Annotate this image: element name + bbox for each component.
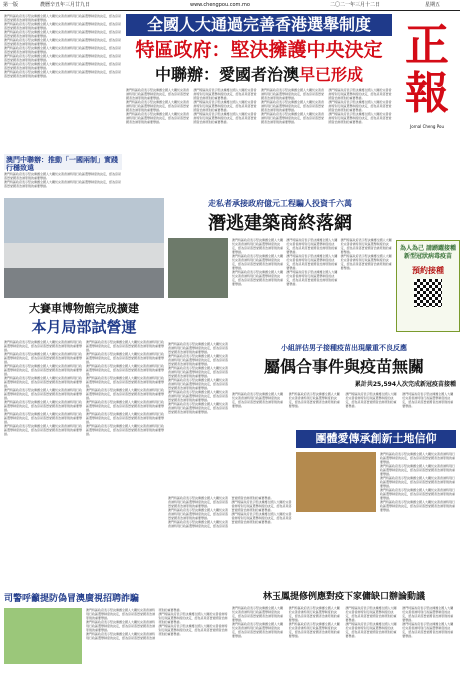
date: 二〇二一年三月十二日 [330,2,381,8]
fraud-graphic [4,608,82,664]
site-url[interactable]: www.chengpou.com.mo [190,2,250,8]
vaccine-ad[interactable] [396,240,460,332]
cheng-box-title: 澳門中聯辦：推動「一國兩制」實踐行穩致遠 [6,156,118,172]
masthead-title-1: 正 [405,20,449,71]
lead-article: 澳門特區政府表示堅決擁護全國人大關於完善香港特別行政區選舉制度的決定，認為這是落實愛國者治港原則的重要舉措。 澳門特區政府表示堅決擁護全國人大關於完善香港特別行政區選舉制度的決定，認為這是落實愛國者治港原則的重要舉措。 澳門特區政府表示堅決擁護全國人大關於完善香港特別行政區選舉制度的決定，認為這是落實愛國者治港原則的重要舉措。 澳門特區政府表示堅決擁護全國人大關於完善香港特別行政區選舉制度的決定，認為這是落實愛國者治港原則的重要舉措。 澳門特區政府表示堅決擁護全國人大關於完善香港特別行政區選舉制度的決定，認為這是落實愛國者治港原則的重要舉措。 澳門特區政府表示堅決擁護全國人大關於完善香港特別行政區選舉制度的決定，認為這是落實愛國者治港原則的重要舉措。 澳門特區政府表示堅決擁護全國人大關於完善香港特別行政區選舉制度的決定，認為這是落實愛國者治港原則的重要舉措。 澳門特區政府表示堅決擁護全國人大關於完善香港特別行政區選舉制度的決定，認為這是落實愛國者治港原則的重要舉措。 [4,14,122,78]
lin-yuk-article: 澳門特區政府表示堅決擁護全國人大關於完善香港特別行政區選舉制度的決定，認為這是落實愛國者治港原則的重要舉措。 澳門特區政府表示堅決擁護全國人大關於完善香港特別行政區選舉制度的決定，認為這是落實愛國者治港原則的重要舉措。 澳門特區政府表示堅決擁護全國人大關於完善香港特別行政區選舉制度的決定，認為這是落實愛國者治港原則的重要舉措。 澳門特區政府表示堅決擁護全國人大關於完善香港特別行政區選舉制度的決定，認為這是落實愛國者治港原則的重要舉措。 澳門特區政府表示堅決擁護全國人大關於完善香港特別行政區選舉制度的決定，認為這是落實愛國者治港原則的重要舉措。 澳門特區政府表示堅決擁護全國人大關於完善香港特別行政區選舉制度的決定，認為這是落實愛國者治港原則的重要舉措。 澳門特區政府表示堅決擁護全國人大關於完善香港特別行政區選舉制度的決定，認為這是落實愛國者治港原則的重要舉措。 澳門特區政府表示堅決擁護全國人大關於完善香港特別行政區選舉制度的決定，認為這是落實愛國者治港原則的重要舉措。 [232,606,454,638]
museum-photo [4,198,164,298]
vaccine-article-2: 澳門特區政府表示堅決擁護全國人大關於完善香港特別行政區選舉制度的決定，認為這是落實愛國者治港原則的重要舉措。 澳門特區政府表示堅決擁護全國人大關於完善香港特別行政區選舉制度的決定，認為這是落實愛國者治港原則的重要舉措。 澳門特區政府表示堅決擁護全國人大關於完善香港特別行政區選舉制度的決定，認為這是落實愛國者治港原則的重要舉措。 澳門特區政府表示堅決擁護全國人大關於完善香港特別行政區選舉制度的決定，認為這是落實愛國者治港原則的重要舉措。 [232,392,454,408]
museum-subheadline: 本月局部試營運 [31,318,137,336]
fraud-article: 澳門特區政府表示堅決擁護全國人大關於完善香港特別行政區選舉制度的決定，認為這是落實愛國者治港原則的重要舉措。 澳門特區政府表示堅決擁護全國人大關於完善香港特別行政區選舉制度的決定，認為這是落實愛國者治港原則的重要舉措。 澳門特區政府表示堅決擁護全國人大關於完善香港特別行政區選舉制度的決定，認為這是落實愛國者治港原則的重要舉措。 澳門特區政府表示堅決擁護全國人大關於完善香港特別行政區選舉制度的決定，認為這是落實愛國者治港原則的重要舉措。 澳門特區政府表示堅決擁護全國人大關於完善香港特別行政區選舉制度的決定，認為這是落實愛國者治港原則的重要舉措。 [86,608,228,640]
header-rule [0,10,460,11]
smuggling-kicker: 走私者承接政府億元工程騙人投資千六萬 [208,199,352,208]
page-header [0,0,460,10]
lin-yuk-headline: 林玉鳳提修例應對疫下家傭缺口辦論動議 [262,592,425,602]
tea-party-headline: 團體愛傳承創新土地信仰 [296,430,456,448]
cheng-article: 澳門特區政府表示堅決擁護全國人大關於完善香港特別行政區選舉制度的決定，認為這是落實愛國者治港原則的重要舉措。 澳門特區政府表示堅決擁護全國人大關於完善香港特別行政區選舉制度的決定，認為這是落實愛國者治港原則的重要舉措。 [4,172,122,188]
weekday: 星期五 [425,2,441,8]
qr-code-icon[interactable] [414,279,442,307]
smuggling-article: 澳門特區政府表示堅決擁護全國人大關於完善香港特別行政區選舉制度的決定，認為這是落實愛國者治港原則的重要舉措。 澳門特區政府表示堅決擁護全國人大關於完善香港特別行政區選舉制度的決定，認為這是落實愛國者治港原則的重要舉措。 澳門特區政府表示堅決擁護全國人大關於完善香港特別行政區選舉制度的決定，認為這是落實愛國者治港原則的重要舉措。 澳門特區政府表示堅決擁護全國人大關於完善香港特別行政區選舉制度的決定，認為這是落實愛國者治港原則的重要舉措。 澳門特區政府表示堅決擁護全國人大關於完善香港特別行政區選舉制度的決定，認為這是落實愛國者治港原則的重要舉措。 澳門特區政府表示堅決擁護全國人大關於完善香港特別行政區選舉制度的決定，認為這是落實愛國者治港原則的重要舉措。 澳門特區政府表示堅決擁護全國人大關於完善香港特別行政區選舉制度的決定，認為這是落實愛國者治港原則的重要舉措。 澳門特區政府表示堅決擁護全國人大關於完善香港特別行政區選舉制度的決定，認為這是落實愛國者治港原則的重要舉措。 [232,238,392,286]
smuggling-photo [168,238,228,298]
secondary-headline-text: 中聯辦：愛國者治澳 [154,65,299,84]
masthead [396,14,458,154]
booking-label: 預約接種 [412,266,444,275]
museum-headline: 大賽車博物館完成擴建 [29,302,139,315]
masthead-title-2: 報 [405,68,449,119]
museum-article: 澳門特區政府表示堅決擁護全國人大關於完善香港特別行政區選舉制度的決定，認為這是落實愛國者治港原則的重要舉措。 澳門特區政府表示堅決擁護全國人大關於完善香港特別行政區選舉制度的決定，認為這是落實愛國者治港原則的重要舉措。 澳門特區政府表示堅決擁護全國人大關於完善香港特別行政區選舉制度的決定，認為這是落實愛國者治港原則的重要舉措。 澳門特區政府表示堅決擁護全國人大關於完善香港特別行政區選舉制度的決定，認為這是落實愛國者治港原則的重要舉措。 澳門特區政府表示堅決擁護全國人大關於完善香港特別行政區選舉制度的決定，認為這是落實愛國者治港原則的重要舉措。 澳門特區政府表示堅決擁護全國人大關於完善香港特別行政區選舉制度的決定，認為這是落實愛國者治港原則的重要舉措。 澳門特區政府表示堅決擁護全國人大關於完善香港特別行政區選舉制度的決定，認為這是落實愛國者治港原則的重要舉措。 澳門特區政府表示堅決擁護全國人大關於完善香港特別行政區選舉制度的決定，認為這是落實愛國者治港原則的重要舉措。 澳門特區政府表示堅決擁護全國人大關於完善香港特別行政區選舉制度的決定，認為這是落實愛國者治港原則的重要舉措。 澳門特區政府表示堅決擁護全國人大關於完善香港特別行政區選舉制度的決定，認為這是落實愛國者治港原則的重要舉措。 澳門特區政府表示堅決擁護全國人大關於完善香港特別行政區選舉制度的決定，認為這是落實愛國者治港原則的重要舉措。 澳門特區政府表示堅決擁護全國人大關於完善香港特別行政區選舉制度的決定，認為這是落實愛國者治港原則的重要舉措。 澳門特區政府表示堅決擁護全國人大關於完善香港特別行政區選舉制度的決定，認為這是落實愛國者治港原則的重要舉措。 澳門特區政府表示堅決擁護全國人大關於完善香港特別行政區選舉制度的決定，認為這是落實愛國者治港原則的重要舉措。 澳門特區政府表示堅決擁護全國人大關於完善香港特別行政區選舉制度的決定，認為這是落實愛國者治港原則的重要舉措。 澳門特區政府表示堅決擁護全國人大關於完善香港特別行政區選舉制度的決定，認為這是落實愛國者治港原則的重要舉措。 [4,340,164,436]
center-article: 澳門特區政府表示堅決擁護全國人大關於完善香港特別行政區選舉制度的決定，認為這是落實愛國者治港原則的重要舉措。 澳門特區政府表示堅決擁護全國人大關於完善香港特別行政區選舉制度的決定，認為這是落實愛國者治港原則的重要舉措。 澳門特區政府表示堅決擁護全國人大關於完善香港特別行政區選舉制度的決定，認為這是落實愛國者治港原則的重要舉措。 澳門特區政府表示堅決擁護全國人大關於完善香港特別行政區選舉制度的決定，認為這是落實愛國者治港原則的重要舉措。 澳門特區政府表示堅決擁護全國人大關於完善香港特別行政區選舉制度的決定，認為這是落實愛國者治港原則的重要舉措。 [168,496,292,528]
vaccine-article: 澳門特區政府表示堅決擁護全國人大關於完善香港特別行政區選舉制度的決定，認為這是落實愛國者治港原則的重要舉措。 澳門特區政府表示堅決擁護全國人大關於完善香港特別行政區選舉制度的決定，認為這是落實愛國者治港原則的重要舉措。 澳門特區政府表示堅決擁護全國人大關於完善香港特別行政區選舉制度的決定，認為這是落實愛國者治港原則的重要舉措。 澳門特區政府表示堅決擁護全國人大關於完善香港特別行政區選舉制度的決定，認為這是落實愛國者治港原則的重要舉措。 澳門特區政府表示堅決擁護全國人大關於完善香港特別行政區選舉制度的決定，認為這是落實愛國者治港原則的重要舉措。 澳門特區政府表示堅決擁護全國人大關於完善香港特別行政區選舉制度的決定，認為這是落實愛國者治港原則的重要舉措。 [168,342,228,414]
smuggling-headline: 潛逃建築商終落網 [208,213,352,234]
vaccine-count: 累計共25,594人次完成新冠疫苗接種 [354,381,456,388]
fraud-headline: 司警呼籲提防偽冒澳廣視招聘詐騙 [4,594,140,604]
banner-headline: 全國人大通過完善香港選舉制度 [126,14,392,36]
vaccine-headline: 屬偶合事件與疫苗無關 [263,357,424,376]
vaccine-kicker: 小組評估男子接種疫苗出現嚴重不良反應 [281,344,407,352]
secondary-headline-highlight: 早已形成 [299,65,364,84]
page-number: 第一版 [3,2,19,8]
lead-columns: 澳門特區政府表示堅決擁護全國人大關於完善香港特別行政區選舉制度的決定，認為這是落實愛國者治港原則的重要舉措。 澳門特區政府表示堅決擁護全國人大關於完善香港特別行政區選舉制度的決定，認為這是落實愛國者治港原則的重要舉措。 澳門特區政府表示堅決擁護全國人大關於完善香港特別行政區選舉制度的決定，認為這是落實愛國者治港原則的重要舉措。 澳門特區政府表示堅決擁護全國人大關於完善香港特別行政區選舉制度的決定，認為這是落實愛國者治港原則的重要舉措。 澳門特區政府表示堅決擁護全國人大關於完善香港特別行政區選舉制度的決定，認為這是落實愛國者治港原則的重要舉措。 澳門特區政府表示堅決擁護全國人大關於完善香港特別行政區選舉制度的決定，認為這是落實愛國者治港原則的重要舉措。 澳門特區政府表示堅決擁護全國人大關於完善香港特別行政區選舉制度的決定，認為這是落實愛國者治港原則的重要舉措。 澳門特區政府表示堅決擁護全國人大關於完善香港特別行政區選舉制度的決定，認為這是落實愛國者治港原則的重要舉措。 澳門特區政府表示堅決擁護全國人大關於完善香港特別行政區選舉制度的決定，認為這是落實愛國者治港原則的重要舉措。 澳門特區政府表示堅決擁護全國人大關於完善香港特別行政區選舉制度的決定，認為這是落實愛國者治港原則的重要舉措。 澳門特區政府表示堅決擁護全國人大關於完善香港特別行政區選舉制度的決定，認為這是落實愛國者治港原則的重要舉措。 澳門特區政府表示堅決擁護全國人大關於完善香港特別行政區選舉制度的決定，認為這是落實愛國者治港原則的重要舉措。 [126,88,392,124]
cheng-box [4,154,122,170]
main-headline: 特區政府：堅決擁護中央決定 [135,39,383,61]
secondary-headline [126,64,392,86]
vaccine-cta: 為人為己 請踴躍接種新型冠狀病毒疫苗 [399,245,457,260]
tea-party-photo [296,452,376,512]
masthead-subtitle: Jornal Cheng Pou [410,124,444,129]
tea-party-article: 澳門特區政府表示堅決擁護全國人大關於完善香港特別行政區選舉制度的決定，認為這是落實愛國者治港原則的重要舉措。 澳門特區政府表示堅決擁護全國人大關於完善香港特別行政區選舉制度的決定，認為這是落實愛國者治港原則的重要舉措。 澳門特區政府表示堅決擁護全國人大關於完善香港特別行政區選舉制度的決定，認為這是落實愛國者治港原則的重要舉措。 澳門特區政府表示堅決擁護全國人大關於完善香港特別行政區選舉制度的決定，認為這是落實愛國者治港原則的重要舉措。 澳門特區政府表示堅決擁護全國人大關於完善香港特別行政區選舉制度的決定，認為這是落實愛國者治港原則的重要舉措。 [380,452,456,512]
lunar-date: 農曆辛丑年三月廿九日 [40,2,91,8]
